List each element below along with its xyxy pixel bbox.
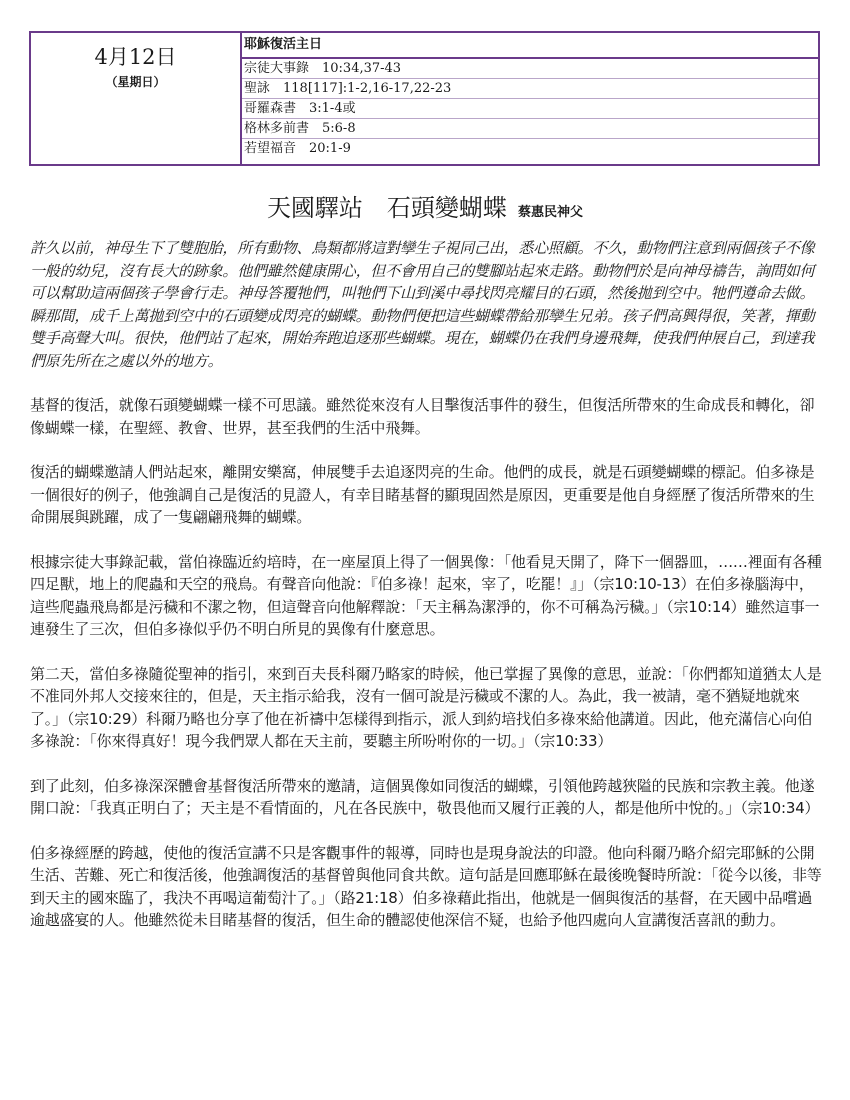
paragraph: 伯多祿經歷的跨越，使他的復活宣講不只是客觀事件的報導，同時也是現身說法的印證。他向科爾乃略介紹完耶穌的公開生活、苦難、死亡和復活後，他強調復活的基督曾與他同食共飲。這句話是回應耶穌在最後晚餐時所說：「從今以後，非等到天主的國來臨了，我決不再喝這葡萄汁了。」（路21:18）伯多祿藉此指出，他就是一個與復活的基督，在天國中品嚐過逾越盛宴的人。他雖然從未目睹基督的復活，但生命的體認使他深信不疑，也給予他四處向人宣講復活喜訊的動力。 — [30, 843, 822, 929]
reading-item: 若望福音 20:1-9 — [244, 141, 351, 156]
paragraph: 基督的復活，就像石頭變蝴蝶一樣不可思議。雖然從來沒有人目擊復活事件的發生，但復活所帶來的生命成長和轉化，卻像蝴蝶一樣，在聖經、教會、世界，甚至我們的生活中飛舞。 — [30, 396, 815, 437]
reading-item: 宗徒大事錄 10:34,37-43 — [242, 59, 818, 79]
weekday: （星期日） — [105, 75, 166, 89]
article-heading — [0, 188, 850, 223]
date-cell — [31, 33, 242, 164]
reading-item: 格林多前書 5:6-8 — [242, 119, 818, 139]
paragraph: 復活的蝴蝶邀請人們站起來，離開安樂窩，伸展雙手去追逐閃亮的生命。他們的成長，就是石頭變蝴蝶的標記。伯多祿是一個很好的例子，他強調自己是復活的見證人，有幸目睹基督的顯現固然是原因，更重要是他自身經歷了復活所帶來的生命開展與跳躍，成了一隻翩翩飛舞的蝴蝶。 — [30, 463, 815, 526]
reading-item: 聖詠 118[117]:1-2,16-17,22-23 — [242, 79, 818, 99]
date: 4月12日 — [94, 45, 177, 69]
article-body — [30, 237, 822, 954]
paragraph: 根據宗徒大事錄記載，當伯祿臨近約培時，在一座屋頂上得了一個異像：「他看見天開了，降下一個器皿，……裡面有各種四足獸，地上的爬蟲和天空的飛鳥。有聲音向他說：『伯多祿！起來，宰了，吃罷！』」（宗10:10-13）在伯多祿腦海中，這些爬蟲飛鳥都是污穢和不潔之物，但這聲音向他解釋說：「天主稱為潔淨的，你不可稱為污穢。」（宗10:14）雖然這事一連發生了三次，但伯多祿似乎仍不明白所見的異像有什麼意思。 — [30, 552, 822, 638]
paragraph: 許久以前，神母生下了雙胞胎，所有動物、鳥類都將這對孿生子視同己出，悉心照顧。不久，動物們注意到兩個孩子不像一般的幼兒，沒有長大的跡象。他們雖然健康開心，但不會用自己的雙腳站起來走路。動物們於是向神母禱告，詢問如何可以幫助這兩個孩子學會行走。神母答覆牠們，叫牠們下山到溪中尋找閃亮耀目的石頭，然後拋到空中。牠們遵命去做。瞬那間，成千上萬拋到空中的石頭變成閃亮的蝴蝶。動物們便把這些蝴蝶帶給那孿生兄弟。孩子們高興得很，笑著，揮動雙手高聲大叫。很快，他們站了起來，開始奔跑追逐那些蝴蝶。現在，蝴蝶仍在我們身邊飛舞，使我們伸展自己，到達我們原先所在之處以外的地方。 — [30, 239, 815, 370]
article-title: 天國驛站 石頭變蝴蝶 — [266, 194, 507, 222]
readings-cell — [242, 33, 818, 164]
feast-title: 耶穌復活主日 — [242, 33, 818, 59]
paragraph: 第二天，當伯多祿隨從聖神的指引，來到百夫長科爾乃略家的時候，他已掌握了異像的意思，並說：「你們都知道猶太人是不准同外邦人交接來往的，但是，天主指示給我，沒有一個可說是污穢或不潔的人。為此，我一被請，毫不猶疑地就來了。」（宗10:29）科爾乃略也分享了他在祈禱中怎樣得到指示，派人到約培找伯多祿來給他講道。因此，他充滿信心向伯多祿說：「你來得真好！現今我們眾人都在天主前，要聽主所吩咐你的一切。」（宗10:33） — [30, 664, 822, 750]
paragraph: 到了此刻，伯多祿深深體會基督復活所帶來的邀請，這個異像如同復活的蝴蝶，引領他跨越狹隘的民族和宗教主義。他遂開口說：「我真正明白了；天主是不看情面的，凡在各民族中，敬畏他而又履行正義的人，都是他所中悅的。」（宗10:34） — [30, 776, 820, 817]
reading-item: 哥羅森書 3:1-4或 — [242, 99, 818, 119]
article-author: 蔡惠民神父 — [518, 205, 584, 220]
liturgy-header-table — [29, 31, 820, 166]
